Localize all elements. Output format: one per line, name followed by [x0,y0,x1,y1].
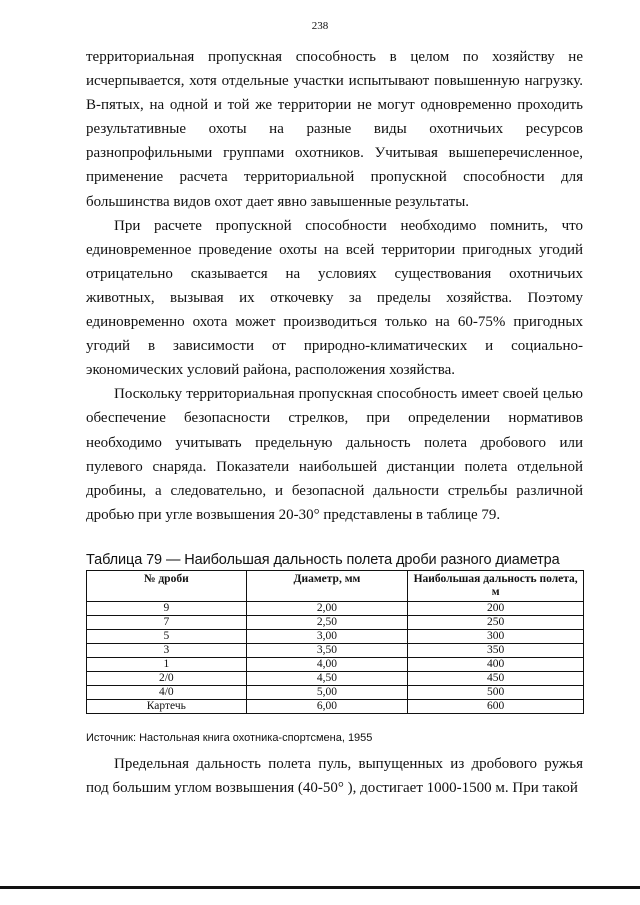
table-header-row [87,571,584,602]
table-row [87,686,584,700]
cell-shot-number: 2/0 [87,672,247,686]
table-row [87,700,584,714]
cell-max-range: 500 [408,686,584,700]
cell-shot-number: 9 [87,602,247,616]
table-row [87,616,584,630]
cell-shot-number: 7 [87,616,247,630]
cell-max-range: 450 [408,672,584,686]
column-header-max-range: Наибольшая дальность полета, м [408,571,584,602]
table-row [87,644,584,658]
cell-shot-number: 4/0 [87,686,247,700]
cell-shot-number: Картечь [87,700,247,714]
cell-max-range: 200 [408,602,584,616]
shot-range-table [86,570,584,714]
cell-max-range: 350 [408,644,584,658]
cell-diameter: 3,00 [246,630,408,644]
cell-max-range: 600 [408,700,584,714]
page-number: 238 [311,20,329,32]
cell-diameter: 3,50 [246,644,408,658]
cell-diameter: 5,00 [246,686,408,700]
cell-shot-number: 3 [87,644,247,658]
table-row [87,630,584,644]
cell-max-range: 300 [408,630,584,644]
cell-shot-number: 5 [87,630,247,644]
body-text [86,45,583,527]
cell-diameter: 4,50 [246,672,408,686]
closing-text [86,752,583,800]
column-header-diameter: Диаметр, мм [246,571,408,602]
cell-max-range: 400 [408,658,584,672]
cell-diameter: 6,00 [246,700,408,714]
paragraph: территориальная пропускная способность в целом по хозяйству не исчерпывается, хотя отдельные участки испытывают повышенную нагрузку. В-пятых, на одной и той же территории не могут одновременно проходить результативные охоты на разные виды охотничьих ресурсов разнопрофильными группами охотников. Учитывая вышеперечисленное, применение расчета территориальной пропускной способности для большинства видов охот дает явно завышенные результаты. [86,49,583,210]
table-row [87,672,584,686]
cell-shot-number: 1 [87,658,247,672]
table-row [87,658,584,672]
cell-diameter: 2,50 [246,616,408,630]
cell-diameter: 4,00 [246,658,408,672]
table-source-note: Источник: Настольная книга охотника-спортсмена, 1955 [86,732,373,744]
table-row [87,602,584,616]
bottom-rule [0,886,640,889]
paragraph: Поскольку территориальная пропускная способность имеет своей целью обеспечение безопасности стрелков, при определении нормативов необходимо учитывать предельную дальность полета дробового или пулевого снаряда. Показатели наибольшей дистанции полета отдельной дробины, а следовательно, и безопасной дальности стрельбы различной дробью при угле возвышения 20-30° представлены в таблице 79. [86,386,583,523]
paragraph: При расчете пропускной способности необходимо помнить, что единовременное проведение охоты на всей территории пригодных угодий отрицательно сказывается на условиях существования охотничьих животных, вызывая их откочевку за пределы хозяйства. Поэтому единовременно охота может производиться только на 60-75% пригодных угодий в зависимости от природно-климатических и социально-экономических условий района, расположения хозяйства. [86,217,583,379]
paragraph: Предельная дальность полета пуль, выпущенных из дробового ружья под большим углом возвышения (40-50° ), достигает 1000-1500 м. При такой [86,756,583,797]
column-header-shot-number: № дроби [87,571,247,602]
cell-max-range: 250 [408,616,584,630]
table-caption: Таблица 79 — Наибольшая дальность полета дроби разного диаметра [86,552,560,568]
cell-diameter: 2,00 [246,602,408,616]
